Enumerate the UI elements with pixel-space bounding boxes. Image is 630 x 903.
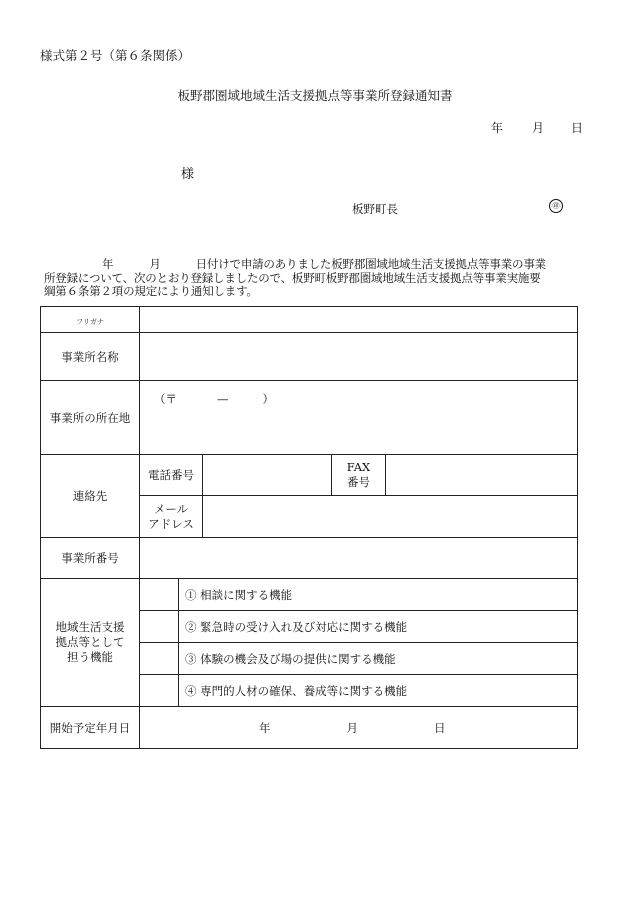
- registration-table: [40, 306, 578, 749]
- office-number-input[interactable]: [140, 538, 578, 579]
- office-location-label: 事業所の所在地: [41, 381, 140, 455]
- email-label-line-2: アドレス: [148, 516, 194, 531]
- office-name-label: 事業所名称: [41, 333, 140, 381]
- function-checkbox-4[interactable]: [140, 675, 179, 707]
- contact-label: 連絡先: [41, 455, 140, 538]
- functions-label-line-1: 地域生活支援: [55, 620, 125, 634]
- notice-body-line-1: [44, 258, 589, 272]
- notice-body: [44, 258, 589, 299]
- body-line-1-text: 日付けで申請のありました板野郡圏域地域生活支援拠点等事業の事業: [195, 257, 546, 271]
- addressee-suffix: 様: [181, 167, 195, 182]
- office-number-row: [41, 538, 578, 579]
- fax-input[interactable]: [386, 455, 578, 496]
- functions-label-line-2: 拠点等として: [55, 635, 125, 649]
- email-label-line-1: メール: [153, 501, 189, 516]
- function-item-2: ② 緊急時の受け入れ及び対応に関する機能: [179, 611, 578, 643]
- start-date-input[interactable]: [140, 707, 578, 749]
- postal-close: ）: [262, 392, 274, 406]
- body-month: 月: [149, 257, 161, 271]
- function-item-1: ① 相談に関する機能: [179, 579, 578, 611]
- email-input[interactable]: [203, 496, 578, 538]
- phone-input[interactable]: [203, 455, 332, 496]
- start-date-month: 月: [346, 720, 358, 735]
- functions-label: [41, 579, 140, 707]
- function-checkbox-3[interactable]: [140, 643, 179, 675]
- office-number-label: 事業所番号: [41, 538, 140, 579]
- form-number: 様式第２号（第６条関係）: [40, 48, 191, 63]
- office-name-input[interactable]: [140, 333, 578, 381]
- start-date-year: 年: [259, 720, 271, 735]
- furigana-label-cell: [41, 307, 140, 333]
- fax-label: [332, 455, 386, 496]
- header-date-day: 日: [571, 121, 584, 135]
- start-date-label: 開始予定年月日: [41, 707, 140, 749]
- document-title: 板野郡圏域地域生活支援拠点等事業所登録通知書: [177, 88, 453, 103]
- function-item-3: ③ 体験の機会及び場の提供に関する機能: [179, 643, 578, 675]
- seal-mark: ㊞: [549, 199, 563, 213]
- issuer-name: 板野町長: [352, 202, 398, 216]
- phone-label: 電話番号: [140, 455, 203, 496]
- office-name-row: [41, 333, 578, 381]
- email-label: [140, 496, 203, 538]
- furigana-label: フリガナ: [76, 317, 104, 326]
- body-year: 年: [102, 257, 114, 271]
- functions-label-line-3: 担う機能: [67, 650, 113, 664]
- header-date-month: 月: [532, 121, 545, 135]
- postal-dash: —: [217, 392, 229, 406]
- postal-open: （〒: [154, 392, 177, 406]
- notice-body-line-3: 綱第６条第２項の規定により通知します。: [44, 284, 258, 298]
- notice-body-line-2: 所登録について、次のとおり登録しましたので、板野町板野郡圏域地域生活支援拠点等事業実施要: [44, 270, 541, 285]
- furigana-input[interactable]: [140, 307, 578, 333]
- contact-phone-row: [41, 455, 578, 496]
- office-location-input[interactable]: [140, 381, 578, 455]
- function-row: [41, 579, 578, 611]
- office-location-row: [41, 381, 578, 455]
- function-item-4: ④ 専門的人材の確保、養成等に関する機能: [179, 675, 578, 707]
- function-checkbox-1[interactable]: [140, 579, 179, 611]
- furigana-row: [41, 307, 578, 333]
- postal-code-field: [140, 381, 577, 407]
- fax-label-line-1: FAX: [346, 460, 371, 474]
- start-date-row: [41, 707, 578, 749]
- start-date-day: 日: [434, 720, 446, 735]
- function-checkbox-2[interactable]: [140, 611, 179, 643]
- header-date-year: 年: [491, 121, 504, 135]
- fax-label-line-2: 番号: [347, 475, 370, 489]
